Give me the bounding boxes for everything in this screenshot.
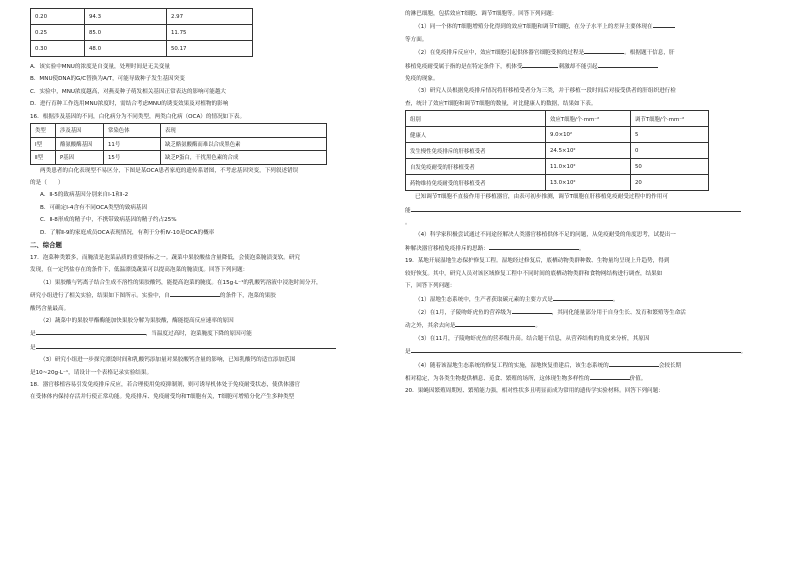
table-cell: 9.0×10² bbox=[546, 127, 631, 143]
answer-blank[interactable] bbox=[411, 345, 741, 353]
q20-stem: 20．果蝇因繁殖周期短、繁殖能力强，相对性状多且明显而成为常用的遗传学实验材料。回答下列问题： bbox=[405, 388, 664, 395]
table-cell: 24.5×10² bbox=[546, 143, 631, 159]
q18-cont: 的淋巴细胞，包括效应T细胞、调节T细胞等。回答下列问题： bbox=[405, 11, 558, 17]
table-row bbox=[406, 143, 709, 159]
q18-part3: 已知调节T细胞不直接作用于移植器官，由表可初步推测，调节T细胞在肝移植免疫耐受过程中的作用可 bbox=[415, 194, 668, 201]
q17-part1: 酸钙含量最高。 bbox=[30, 305, 70, 312]
q19-part2 bbox=[405, 306, 765, 319]
q16-option-b: B．可确定Ⅰ-4含有不同OCA类型的致病基因 bbox=[40, 204, 148, 211]
table-cell: 缺乏酪氨酸酶而难以合成黑色素 bbox=[161, 137, 327, 151]
table-cell: 0.20 bbox=[31, 9, 85, 25]
q18-part2 bbox=[405, 46, 765, 59]
q17-intro: 17．泡菜种类繁多，而腌渍是泡菜品质的重要指标之一。蔬菜中果胶酸盐含量降低，会使泡菜腌渍变软。研究 bbox=[30, 254, 301, 261]
table-cell: 0.30 bbox=[31, 41, 85, 57]
q19-text: ，其同化能量部分用于自身生长、发育和繁殖等生命活 bbox=[551, 309, 686, 316]
q17-part1: （1）果胶酸与钙离子结合生成不溶性的果胶酸钙，能提高泡菜的腌度。在15g·L⁻¹的乳酸钙溶液中浸泡时间分开， bbox=[40, 279, 322, 286]
table-cell: P基因 bbox=[56, 151, 104, 165]
q18-part1 bbox=[405, 20, 765, 33]
table-row bbox=[31, 9, 253, 25]
q19-intro: 较好恢复。其中，研究人员对该区域修复工程中不同时间的底栖动物类群和食物网结构进行调查，结果如 bbox=[405, 270, 663, 277]
table-cell: 5 bbox=[631, 127, 709, 143]
q18-text: 。 bbox=[578, 245, 585, 252]
q18-part2: 免疫的现象。 bbox=[405, 76, 439, 83]
answer-blank[interactable] bbox=[36, 327, 146, 335]
q18-part4: （4）科学家积极尝试通过不同途径解决人类器官移植供体不足的问题，从免疫耐受的角度思考，试提出一 bbox=[415, 232, 676, 239]
answer-blank[interactable] bbox=[598, 60, 658, 68]
q18-text: 刺激却不能引起 bbox=[558, 63, 598, 70]
q19-intro: 下，回答下列问题： bbox=[405, 283, 456, 290]
table-cell: 11号 bbox=[104, 137, 161, 151]
q19-part2 bbox=[405, 319, 765, 332]
q19-part3: （3）在11月，子陵吻虾虎鱼的营养级升高。结合题干信息，从营养结构的角度来分析，其原因 bbox=[415, 335, 650, 342]
q16-stem: 16．根据涉及基因的不同，白化病分为不同类型，两类白化病（OCA）的情况如下表。 bbox=[30, 113, 246, 120]
answer-blank[interactable] bbox=[553, 293, 613, 301]
table-cell: 11.0×10² bbox=[546, 159, 631, 175]
q15-option-a: A．该实验中MNU的浓度是自变量，处理时间是无关变量 bbox=[30, 64, 170, 70]
q17-text: ，当温度过高时，泡菜腌度下降的原因可能 bbox=[145, 331, 252, 338]
table-cell: 0 bbox=[631, 143, 709, 159]
q18-intro: 在受体体内保持存活并行使正常功能。免疫排斥、免疫耐受均和T细胞有关，T细胞可增殖分化产生多种类型 bbox=[30, 394, 295, 401]
table-cell: 94.3 bbox=[85, 9, 167, 25]
q19-text: 。 bbox=[535, 323, 541, 330]
q17-intro: 发现，在一定钙盐存在的条件下，低温漂烫蔬菜可以提高泡菜的腌渍度。回答下列问题： bbox=[30, 267, 249, 274]
answer-blank[interactable] bbox=[653, 20, 675, 28]
table-cell: 11.75 bbox=[167, 25, 253, 41]
table-header-cell: 涉及基因 bbox=[56, 124, 104, 138]
table-cell: 20 bbox=[631, 175, 709, 191]
answer-blank[interactable] bbox=[455, 319, 535, 327]
table-row bbox=[31, 25, 253, 41]
table-cell: 50 bbox=[631, 159, 709, 175]
answer-blank[interactable] bbox=[170, 289, 220, 297]
section-heading: 二、综合题 bbox=[30, 240, 62, 249]
q18-part3: （3）研究人员根据免疫排斥情况将肝移植受者分为三类，并于移植一段时间后对接受供者的肝组织进行检 bbox=[415, 88, 676, 95]
answer-blank[interactable] bbox=[36, 341, 336, 349]
q16-option-d: D．了解Ⅱ-9的家庭成员OCA表现情况，有利于分析Ⅳ-10是OCA的概率 bbox=[40, 229, 215, 236]
table-cell: Ⅰ型 bbox=[31, 137, 56, 151]
table-cell: Ⅱ型 bbox=[31, 151, 56, 165]
q17-part3: （3）研究小组进一步探究漂烫时间和乳酸钙添加量对果胶酸钙含量的影响，已知乳酸钙的适宜添加范围 bbox=[40, 357, 296, 364]
q16-text: 的是（ ） bbox=[30, 179, 64, 186]
q19-intro: 19．某地开展湿地生态保护修复工程。湿地经过修复后，底栖动物类群种数、生物量均呈现上升趋势，得到 bbox=[405, 258, 670, 265]
table-cell: 自发免疫耐受的肝移植受者 bbox=[406, 159, 546, 175]
q18-part4 bbox=[405, 242, 765, 255]
q19-text: 相对稳定，为各类生物提供栖息、觅食、繁殖的场所，这体现生物多样性的 bbox=[405, 375, 590, 382]
q18-text: 移植免疫耐受属于指的是在特定条件下，机体受 bbox=[405, 63, 523, 70]
q19-text: 会较长期 bbox=[658, 362, 682, 369]
table-cell: 48.0 bbox=[85, 41, 167, 57]
q15-option-b: B．MNU使DNA的G/C替换为A/T，可能导致种子发生基因突变 bbox=[30, 76, 185, 83]
q19-part4 bbox=[405, 372, 765, 385]
q18-text: （2）在免疫排斥反应中，效应T细胞引起供体器官细胞受损的过程是 bbox=[415, 50, 585, 57]
answer-blank[interactable] bbox=[609, 359, 659, 367]
table-header-cell: 表现 bbox=[161, 124, 327, 138]
q18-part1: 等方面。 bbox=[405, 36, 428, 43]
q15-option-d: D．进行育种工作选用MNU浓度时，需结合考虑MNU的诱变效果及对植物的影响 bbox=[30, 101, 229, 108]
q16-option-c: C．Ⅱ-8形成的精子中，不携带致病基因的精子约占25% bbox=[40, 217, 177, 224]
q18-part2 bbox=[405, 60, 765, 73]
table-row bbox=[31, 151, 327, 165]
q19-text: 。 bbox=[612, 296, 619, 303]
q18-part3: 查，统计了效应T细胞和调节T细胞的数量，对比健康人的数据，结果如下表。 bbox=[405, 100, 597, 107]
q19-text: 动之外，其余去向是 bbox=[405, 323, 456, 330]
left-column bbox=[30, 8, 386, 404]
answer-blank[interactable] bbox=[512, 306, 552, 314]
table-header-cell: 效应T细胞/个·mm⁻² bbox=[546, 111, 631, 127]
table-cell: 酪氨酸酶基因 bbox=[56, 137, 104, 151]
q19-part1 bbox=[405, 293, 765, 306]
q17-part2 bbox=[30, 327, 386, 340]
table-cell: 15号 bbox=[104, 151, 161, 165]
right-column bbox=[405, 8, 765, 398]
q16-text: 两类患者的白化表现型不易区分，下图是某OCA患者家庭的遗传系谱图，不考虑基因突变，下列叙述错误 bbox=[40, 167, 299, 174]
oca-type-table bbox=[30, 123, 327, 165]
table-cell: 2.97 bbox=[167, 9, 253, 25]
q18-intro: 18．器官移植容易引发免疫排斥反应，若合理使用免疫抑制剂，则可诱导机体处于免疫耐受状态，使供体器官 bbox=[30, 382, 301, 389]
q17-text: 研究小组进行了相关实验，结果如下图所示。实验中，自 bbox=[30, 293, 170, 300]
q17-text: 是 bbox=[30, 344, 36, 351]
q17-part3: 是10~20g·L⁻¹，请设计一个表格记录实验结果。 bbox=[30, 369, 153, 376]
table-cell: 85.0 bbox=[85, 25, 167, 41]
q18-text: 能 bbox=[405, 207, 411, 214]
table-cell: 50.17 bbox=[167, 41, 253, 57]
q18-text: 。根据题干信息，肝 bbox=[624, 50, 675, 57]
answer-blank[interactable] bbox=[522, 60, 558, 68]
q17-part2 bbox=[30, 341, 386, 354]
table-cell: 药物维持免疫耐受的肝移植受者 bbox=[406, 175, 546, 191]
table-row bbox=[406, 127, 709, 143]
q16-option-a: A．Ⅱ-5的致病基因分别来自Ⅰ-1和Ⅰ-2 bbox=[40, 192, 129, 199]
table-header-row bbox=[31, 124, 327, 138]
table-header-row bbox=[406, 111, 709, 127]
q18-part3 bbox=[405, 204, 765, 217]
answer-blank[interactable] bbox=[584, 46, 624, 54]
q19-text: （1）湿地生态系统中，生产者获取碳元素的主要方式是 bbox=[415, 296, 553, 303]
q17-text: 是 bbox=[30, 331, 36, 338]
q19-text: 是 bbox=[405, 349, 411, 356]
q18-text: 种解决器官移植免疫排斥的思路： bbox=[405, 245, 489, 252]
answer-blank[interactable] bbox=[590, 372, 630, 380]
table-row bbox=[406, 175, 709, 191]
answer-blank[interactable] bbox=[489, 242, 579, 250]
q17-text: 的条件下，泡菜的果胶 bbox=[219, 293, 276, 300]
table-header-cell: 常染色体 bbox=[104, 124, 161, 138]
q17-part1 bbox=[30, 289, 386, 302]
q19-part4 bbox=[405, 359, 765, 372]
table-cell: 0.25 bbox=[31, 25, 85, 41]
table-row bbox=[31, 41, 253, 57]
mnu-data-table bbox=[30, 8, 253, 57]
table-cell: 发生慢性免疫排斥的肝移植受者 bbox=[406, 143, 546, 159]
q19-text: 价值。 bbox=[629, 375, 647, 382]
table-cell: 健康人 bbox=[406, 127, 546, 143]
q17-part2: （2）蔬菜中的果胶甲酯酶能加快果胶分解为果胶酸，酶能提高反应速率的原因 bbox=[40, 318, 234, 324]
q19-text: （2）在1月，子陵吻虾虎鱼的营养级为 bbox=[415, 309, 512, 316]
q19-text: 。 bbox=[740, 349, 747, 356]
table-row bbox=[406, 159, 709, 175]
answer-blank[interactable] bbox=[411, 204, 741, 212]
table-cell: 13.0×10² bbox=[546, 175, 631, 191]
table-header-cell: 类型 bbox=[31, 124, 56, 138]
q18-part3: 。 bbox=[405, 220, 411, 227]
table-row bbox=[31, 137, 327, 151]
table-header-cell: 组别 bbox=[406, 111, 546, 127]
table-cell: 缺乏P蛋白，干扰黑色素的合成 bbox=[161, 151, 327, 165]
q18-text: （1）同一个体的T细胞增殖分化得到的效应T细胞和调节T细胞，在分子水平上的差异主要体现在 bbox=[415, 24, 653, 31]
q19-text: （4）随着该湿地生态系统的修复工程的实施，湿地恢复重建后，该生态系统的 bbox=[415, 362, 609, 369]
table-header-cell: 调节T细胞/个·mm⁻² bbox=[631, 111, 709, 127]
t-cell-count-table bbox=[405, 110, 709, 191]
q15-option-c: C．实验中，MNU浓度越高，对燕麦种子萌发相关基因正常表达的影响可能越大 bbox=[30, 88, 227, 95]
q19-part3 bbox=[405, 345, 765, 358]
